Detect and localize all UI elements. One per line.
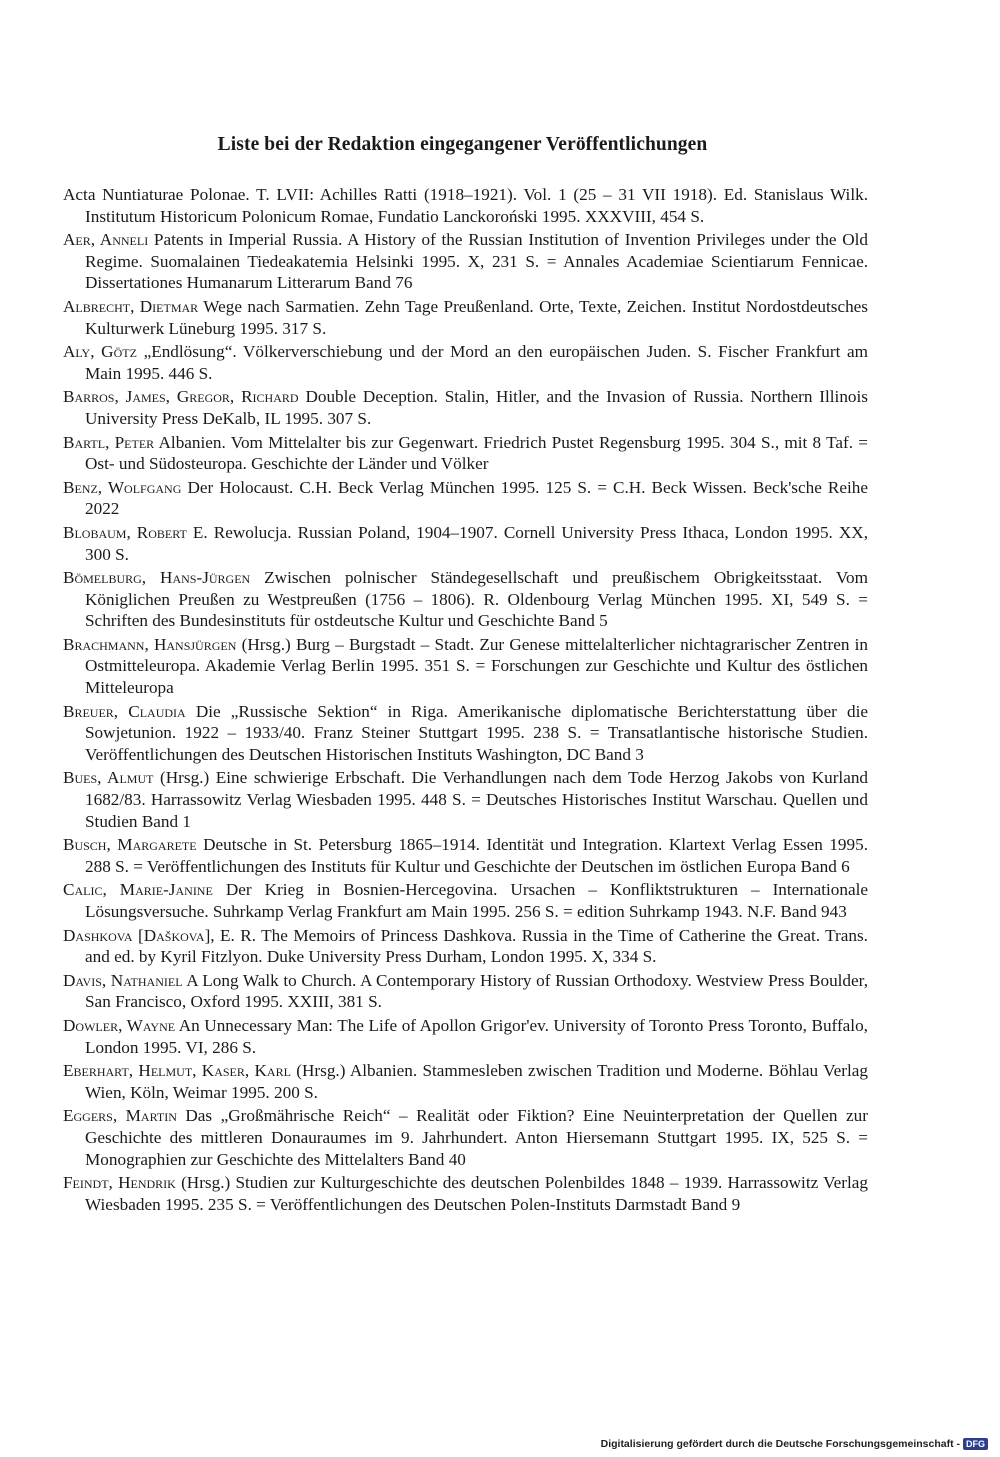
entry-author: Busch, Margarete bbox=[63, 835, 197, 855]
entry-author: Breuer, Claudia bbox=[63, 701, 186, 721]
entry-author: Aly, Götz bbox=[63, 342, 137, 362]
entry-text: Der Krieg in Bosnien-Hercegovina. Ursachen – Konfliktstrukturen – Internationale Lösungsversuche. Suhrkamp Verlag Frankfurt am Main 1995. 256 S. = edition Suhrkamp 1943. N.F. Band 943 bbox=[85, 880, 869, 921]
bibliography-entry bbox=[63, 767, 868, 832]
entry-author: Eberhart, Helmut, Kaser, Karl bbox=[63, 1061, 291, 1081]
entry-text: (Hrsg.) Albanien. Stammesleben zwischen Tradition und Moderne. Böhlau Verlag Wien, Köln, Weimar 1995. 200 S. bbox=[85, 1061, 869, 1102]
entry-text: (Hrsg.) Studien zur Kulturgeschichte des deutschen Polenbildes 1848 – 1939. Harrassowitz Verlag Wiesbaden 1995. 235 S. = Veröffentlichungen des Deutschen Polen-Instituts Darmstadt Band 9 bbox=[85, 1173, 869, 1214]
bibliography-entry bbox=[63, 477, 868, 520]
bibliography-entry bbox=[63, 879, 868, 922]
bibliography-entry bbox=[63, 1015, 868, 1058]
entry-author: Benz, Wolfgang bbox=[63, 477, 182, 497]
entry-author: Eggers, Martin bbox=[63, 1106, 177, 1126]
entry-author: Blobaum, Robert E. bbox=[63, 522, 208, 542]
bibliography-entry bbox=[63, 925, 868, 968]
entry-text: Wege nach Sarmatien. Zehn Tage Preußenland. Orte, Texte, Zeichen. Institut Nordostdeutsches Kulturwerk Lüneburg 1995. 317 S. bbox=[85, 296, 868, 338]
entry-text: Zwischen polnischer Ständegesellschaft und preußischem Obrigkeitsstaat. Vom Königlichen Preußen zu Westpreußen (1756 – 1806). R. Oldenbourg Verlag München 1995. XI, 549 S. = Schriften des Bundesinstituts für ostdeutsche Kultur und Geschichte Band 5 bbox=[85, 568, 869, 631]
entry-author: Dashkova [Daškova], E. R. bbox=[63, 925, 257, 945]
bibliography-entry bbox=[63, 432, 868, 475]
bibliography-entry bbox=[63, 567, 868, 632]
entry-text: Double Deception. Stalin, Hitler, and the Invasion of Russia. Northern Illinois University Press DeKalb, IL 1995. 307 S. bbox=[85, 387, 868, 428]
entry-text: Acta Nuntiaturae Polonae. T. LVII: Achilles Ratti (1918–1921). Vol. 1 (25 – 31 VII 1918). Ed. Stanislaus Wilk. Institutum Historicum Polonicum Romae, Fundatio Lanckoroński 1995. XXXVIII, 454 S. bbox=[63, 185, 868, 226]
entry-text: Die „Russische Sektion“ in Riga. Amerikanische diplomatische Berichterstattung über die Sowjetunion. 1922 – 1933/40. Franz Steiner Stuttgart 1995. 238 S. = Transatlantische historische Studien. Veröffentlichungen des Deutschen Historischen Instituts Washington, DC Band 3 bbox=[85, 701, 868, 764]
entry-author: Bues, Almut bbox=[63, 768, 154, 788]
entry-author: Aer, Anneli bbox=[63, 230, 149, 250]
bibliography-entry bbox=[63, 970, 868, 1013]
entry-text: The Memoirs of Princess Dashkova. Russia in the Time of Catherine the Great. Trans. and ed. by Kyril Fitzlyon. Duke University Press Durham, London 1995. X, 334 S. bbox=[85, 925, 868, 967]
entry-text: (Hrsg.) Eine schwierige Erbschaft. Die Verhandlungen nach dem Tode Herzog Jakobs von Kurland 1682/83. Harrassowitz Verlag Wiesbaden 1995. 448 S. = Deutsches Historisches Institut Warschau. Quellen und Studien Band 1 bbox=[85, 768, 869, 831]
bibliography-entry bbox=[63, 701, 868, 766]
footer bbox=[601, 1438, 988, 1450]
entry-text: Deutsche in St. Petersburg 1865–1914. Identität und Integration. Klartext Verlag Essen 1995. 288 S. = Veröffentlichungen des Instituts für Kultur und Geschichte der Deutschen im östlichen Europa Band 6 bbox=[85, 835, 869, 876]
entry-text: An Unnecessary Man: The Life of Apollon Grigor'ev. University of Toronto Press Toronto, Buffalo, London 1995. VI, 286 S. bbox=[85, 1015, 868, 1057]
entry-author: Albrecht, Dietmar bbox=[63, 296, 199, 316]
entry-text: Albanien. Vom Mittelalter bis zur Gegenwart. Friedrich Pustet Regensburg 1995. 304 S., mit 8 Taf. = Ost- und Südosteuropa. Geschichte der Länder und Völker bbox=[85, 432, 868, 474]
bibliography-entry bbox=[63, 341, 868, 384]
entry-text: Patents in Imperial Russia. A History of the Russian Institution of Invention Privileges under the Old Regime. Suomalainen Tiedeakatemia Helsinki 1995. X, 231 S. = Annales Academiae Scientiarum Fennicae. Dissertationes Humanarum Litterarum Band 76 bbox=[85, 230, 869, 293]
entry-author: Brachmann, Hansjürgen bbox=[63, 634, 237, 654]
entry-author: Davis, Nathaniel bbox=[63, 970, 183, 990]
bibliography-entry bbox=[63, 1060, 868, 1103]
bibliography-entry bbox=[63, 229, 868, 294]
entry-text: „Endlösung“. Völkerverschiebung und der Mord an den europäischen Juden. S. Fischer Frankfurt am Main 1995. 446 S. bbox=[85, 342, 869, 383]
bibliography-entry bbox=[63, 296, 868, 339]
bibliography-list bbox=[63, 184, 868, 1217]
entry-author: Calic, Marie-Janine bbox=[63, 880, 213, 900]
bibliography-entry bbox=[63, 634, 868, 699]
entry-text: Rewolucja. Russian Poland, 1904–1907. Cornell University Press Ithaca, London 1995. XX, 300 S. bbox=[85, 522, 869, 564]
entry-author: Feindt, Hendrik bbox=[63, 1173, 176, 1193]
bibliography-entry bbox=[63, 184, 868, 227]
entry-text: A Long Walk to Church. A Contemporary History of Russian Orthodoxy. Westview Press Boulder, San Francisco, Oxford 1995. XXIII, 381 S. bbox=[85, 970, 868, 1012]
entry-author: Barros, James, Gregor, Richard bbox=[63, 387, 299, 407]
entry-text: Das „Großmährische Reich“ – Realität oder Fiktion? Eine Neuinterpretation der Quellen zur Geschichte des mittleren Donauraumes im 9. Jahrhundert. Anton Hiersemann Stuttgart 1995. IX, 525 S. = Monographien zur Geschichte des Mittelalters Band 40 bbox=[85, 1106, 868, 1169]
entry-author: Bömelburg, Hans-Jürgen bbox=[63, 568, 251, 588]
entry-text: Der Holocaust. C.H. Beck Verlag München 1995. 125 S. = C.H. Beck Wissen. Beck'sche Reihe 2022 bbox=[85, 477, 868, 519]
dfg-logo-icon: DFG bbox=[963, 1438, 988, 1450]
bibliography-entry bbox=[63, 1105, 868, 1170]
bibliography-entry bbox=[63, 386, 868, 429]
entry-author: Bartl, Peter bbox=[63, 432, 155, 452]
entry-author: Dowler, Wayne bbox=[63, 1015, 176, 1035]
entry-text: (Hrsg.) Burg – Burgstadt – Stadt. Zur Genese mittelalterlicher nichtagrarischer Zentren in Ostmitteleuropa. Akademie Verlag Berlin 1995. 351 S. = Forschungen zur Geschichte und Kultur des östlichen Mitteleuropa bbox=[85, 634, 868, 698]
bibliography-entry bbox=[63, 834, 868, 877]
page-title: Liste bei der Redaktion eingegangener Veröffentlichungen bbox=[217, 134, 708, 155]
bibliography-entry bbox=[63, 522, 868, 565]
bibliography-entry bbox=[63, 1172, 868, 1215]
footer-text: Digitalisierung gefördert durch die Deutsche Forschungsgemeinschaft - bbox=[600, 1438, 960, 1450]
